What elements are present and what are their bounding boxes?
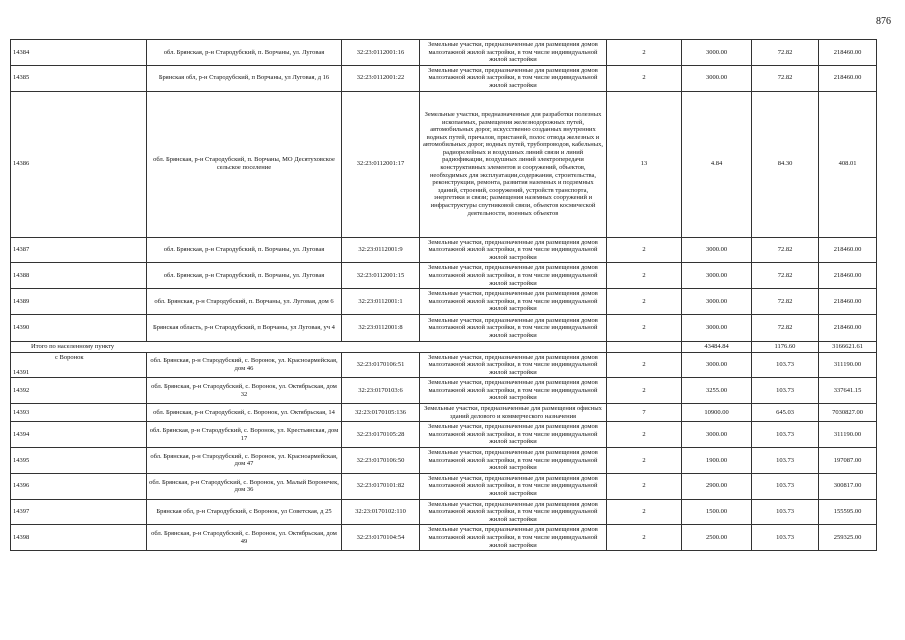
row-rate: 103.73 xyxy=(752,499,819,525)
row-address: обл. Брянская, р-н Стародубский, с. Воронок, ул. Красноармейская, дом 46 xyxy=(147,352,342,378)
table-row xyxy=(11,499,877,525)
row-value: 300817.00 xyxy=(819,473,877,499)
row-id: 14395 xyxy=(11,448,147,474)
row-group-number: 2 xyxy=(607,237,682,263)
row-area: 3255.00 xyxy=(682,378,752,404)
settlement-label: с Воронок xyxy=(55,353,84,361)
row-land-use: Земельные участки, предназначенные для размещения домов малоэтажной жилой застройки, в том числе индивидуальной жилой застройки xyxy=(420,352,607,378)
row-area: 3000.00 xyxy=(682,237,752,263)
row-land-use: Земельные участки, предназначенные для размещения домов малоэтажной жилой застройки, в том числе индивидуальной жилой застройки xyxy=(420,314,607,341)
row-id: 14387 xyxy=(11,237,147,263)
row-rate: 103.73 xyxy=(752,525,819,551)
row-id: 14394 xyxy=(11,422,147,448)
row-group-number: 2 xyxy=(607,422,682,448)
row-rate: 72.82 xyxy=(752,314,819,341)
row-group-number: 2 xyxy=(607,448,682,474)
row-area: 4.84 xyxy=(682,91,752,237)
row-id: 14388 xyxy=(11,263,147,289)
row-rate: 84.30 xyxy=(752,91,819,237)
row-area: 3000.00 xyxy=(682,422,752,448)
row-value: 408.01 xyxy=(819,91,877,237)
row-land-use: Земельные участки, предназначенные для разработки полезных ископаемых, размещения железнодорожных путей, автомобильных дорог, искусственно созданных внутренних водных путей, причалов, пристаней, полос отвода железных и автомобильных дорог, водных путей, трубопроводов, кабельных, радиорелейных и воздушных линий связи и линий радиофикации, воздушных линий электропередачи конструктивных элементов и сооружений, объектов, необходимых для эксплуатации,содержания, строительства, реконструкции, ремонта, развития наземных и подземных зданий, строений, сооружений, устройств транспорта, энергетики и связи; размещения наземных сооружений и инфраструктуры спутниковой связи, объектов космической деятельности, военных объектов xyxy=(420,91,607,237)
table-row xyxy=(11,314,877,341)
row-cadastral-number: 32:23:0112001:15 xyxy=(342,263,420,289)
row-group-number: 2 xyxy=(607,378,682,404)
row-cadastral-number: 32:23:0170105:28 xyxy=(342,422,420,448)
subtotal-rate: 1176.60 xyxy=(752,341,819,352)
row-cadastral-number: 32:23:0112001:8 xyxy=(342,314,420,341)
row-land-use: Земельные участки, предназначенные для размещения домов малоэтажной жилой застройки, в том числе индивидуальной жилой застройки xyxy=(420,422,607,448)
table-row xyxy=(11,473,877,499)
row-cadastral-number: 32:23:0170103:6 xyxy=(342,378,420,404)
row-id: 14396 xyxy=(11,473,147,499)
row-value: 311190.00 xyxy=(819,422,877,448)
row-cadastral-number: 32:23:0170105:136 xyxy=(342,404,420,422)
row-group-number: 2 xyxy=(607,473,682,499)
row-cadastral-number: 32:23:0112001:1 xyxy=(342,289,420,315)
table-row xyxy=(11,65,877,91)
row-cadastral-number: 32:23:0112001:22 xyxy=(342,65,420,91)
row-address: Брянская обл, р-н Стародубский, с Воронок, ул Советская, д 25 xyxy=(147,499,342,525)
row-address: Брянская область, р-н Стародубский, п Ворчаны, ул Луговая, уч 4 xyxy=(147,314,342,341)
row-group-number: 2 xyxy=(607,65,682,91)
row-land-use: Земельные участки, предназначенные для размещения домов малоэтажной жилой застройки, в том числе индивидуальной жилой застройки xyxy=(420,65,607,91)
row-area: 3000.00 xyxy=(682,352,752,378)
row-group-number: 2 xyxy=(607,352,682,378)
table-row xyxy=(11,404,877,422)
row-value: 218460.00 xyxy=(819,65,877,91)
row-address: обл. Брянская, р-н Стародубский, п. Ворчаны, ул. Луговая xyxy=(147,237,342,263)
row-land-use: Земельные участки, предназначенные для размещения домов малоэтажной жилой застройки, в том числе индивидуальной жилой застройки xyxy=(420,499,607,525)
row-id: 14393 xyxy=(11,404,147,422)
row-area: 3000.00 xyxy=(682,289,752,315)
row-rate: 72.82 xyxy=(752,263,819,289)
row-land-use: Земельные участки, предназначенные для размещения домов малоэтажной жилой застройки, в том числе индивидуальной жилой застройки xyxy=(420,448,607,474)
row-group-number: 2 xyxy=(607,40,682,66)
row-rate: 72.82 xyxy=(752,65,819,91)
row-cadastral-number: 32:23:0170106:50 xyxy=(342,448,420,474)
table-row xyxy=(11,448,877,474)
row-value: 259325.00 xyxy=(819,525,877,551)
row-id: 14397 xyxy=(11,499,147,525)
row-value: 218460.00 xyxy=(819,40,877,66)
row-value: 218460.00 xyxy=(819,289,877,315)
row-address: обл. Брянская, р-н Стародубский, с. Воронок, ул. Октябрьская, 14 xyxy=(147,404,342,422)
row-address: обл. Брянская, р-н Стародубский, с. Воронок, ул. Красноармейская, дом 47 xyxy=(147,448,342,474)
table-row xyxy=(11,289,877,315)
row-area: 3000.00 xyxy=(682,314,752,341)
land-registry-table xyxy=(10,39,877,551)
row-id: 14384 xyxy=(11,40,147,66)
row-rate: 103.73 xyxy=(752,422,819,448)
row-cadastral-number: 32:23:0170106:51 xyxy=(342,352,420,378)
subtotal-area: 43484.84 xyxy=(682,341,752,352)
row-address: обл. Брянская, р-н Стародубский, п. Ворчаны, ул. Луговая xyxy=(147,263,342,289)
row-cadastral-number: 32:23:0170101:82 xyxy=(342,473,420,499)
row-area: 1500.00 xyxy=(682,499,752,525)
row-area: 3000.00 xyxy=(682,65,752,91)
row-value: 218460.00 xyxy=(819,237,877,263)
row-group-number: 7 xyxy=(607,404,682,422)
row-address: обл. Брянская, р-н Стародубский, с. Воронок, ул. Октябрьская, дом 49 xyxy=(147,525,342,551)
row-address: обл. Брянская, р-н Стародубский, п. Ворчаны, ул. Луговая, дом 6 xyxy=(147,289,342,315)
row-land-use: Земельные участки, предназначенные для размещения домов малоэтажной жилой застройки, в том числе индивидуальной жилой застройки xyxy=(420,289,607,315)
row-land-use: Земельные участки, предназначенные для размещения офисных зданий делового и коммерческого назначения xyxy=(420,404,607,422)
subtotal-label: Итого по населенному пункту xyxy=(11,341,607,352)
row-id: 14390 xyxy=(11,314,147,341)
row-land-use: Земельные участки, предназначенные для размещения домов малоэтажной жилой застройки, в том числе индивидуальной жилой застройки xyxy=(420,237,607,263)
row-address: обл. Брянская, р-н Стародубский, п. Ворчаны, ул. Луговая xyxy=(147,40,342,66)
row-rate: 103.73 xyxy=(752,448,819,474)
subtotal-row xyxy=(11,341,877,352)
subtotal-value: 3166621.61 xyxy=(819,341,877,352)
row-rate: 103.73 xyxy=(752,473,819,499)
row-value: 218460.00 xyxy=(819,263,877,289)
table-row xyxy=(11,91,877,237)
row-cadastral-number: 32:23:0112001:9 xyxy=(342,237,420,263)
row-area: 3000.00 xyxy=(682,40,752,66)
row-value: 337641.15 xyxy=(819,378,877,404)
row-rate: 103.73 xyxy=(752,352,819,378)
row-cadastral-number: 32:23:0170104:54 xyxy=(342,525,420,551)
row-land-use: Земельные участки, предназначенные для размещения домов малоэтажной жилой застройки, в том числе индивидуальной жилой застройки xyxy=(420,263,607,289)
row-id-text: 14391 xyxy=(13,368,30,376)
row-group-number: 13 xyxy=(607,91,682,237)
table-row xyxy=(11,422,877,448)
table-row xyxy=(11,378,877,404)
row-address: обл. Брянская, р-н Стародубский, п. Ворчаны, МО Десятуховское сельское поселение xyxy=(147,91,342,237)
row-address: обл. Брянская, р-н Стародубский, с. Воронок, ул. Крестьянская, дом 17 xyxy=(147,422,342,448)
page-number: 876 xyxy=(876,16,891,27)
row-area: 2900.00 xyxy=(682,473,752,499)
row-group-number: 2 xyxy=(607,289,682,315)
row-group-number: 2 xyxy=(607,499,682,525)
row-rate: 72.82 xyxy=(752,237,819,263)
subtotal-empty xyxy=(607,341,682,352)
row-group-number: 2 xyxy=(607,263,682,289)
table-row xyxy=(11,525,877,551)
row-address: обл. Брянская, р-н Стародубский, с. Воронок, ул. Октябрьская, дом 32 xyxy=(147,378,342,404)
row-land-use: Земельные участки, предназначенные для размещения домов малоэтажной жилой застройки, в том числе индивидуальной жилой застройки xyxy=(420,473,607,499)
row-id: 14386 xyxy=(11,91,147,237)
row-cadastral-number: 32:23:0112001:16 xyxy=(342,40,420,66)
row-rate: 103.73 xyxy=(752,378,819,404)
table-row xyxy=(11,237,877,263)
row-area: 1900.00 xyxy=(682,448,752,474)
row-rate: 72.82 xyxy=(752,40,819,66)
row-id: 14398 xyxy=(11,525,147,551)
row-land-use: Земельные участки, предназначенные для размещения домов малоэтажной жилой застройки, в том числе индивидуальной жилой застройки xyxy=(420,525,607,551)
row-id: 14389 xyxy=(11,289,147,315)
row-value: 218460.00 xyxy=(819,314,877,341)
row-id xyxy=(11,352,147,378)
row-value: 155595.00 xyxy=(819,499,877,525)
row-group-number: 2 xyxy=(607,525,682,551)
row-address: обл. Брянская, р-н Стародубский, с. Воронок, ул. Малый Воронечек, дом 36 xyxy=(147,473,342,499)
row-address: Брянская обл, р-н Стародубский, п Ворчаны, ул Луговая, д 16 xyxy=(147,65,342,91)
row-cadastral-number: 32:23:0112001:17 xyxy=(342,91,420,237)
row-rate: 72.82 xyxy=(752,289,819,315)
row-area: 2500.00 xyxy=(682,525,752,551)
row-value: 197087.00 xyxy=(819,448,877,474)
row-area: 10900.00 xyxy=(682,404,752,422)
row-value: 311190.00 xyxy=(819,352,877,378)
row-area: 3000.00 xyxy=(682,263,752,289)
row-land-use: Земельные участки, предназначенные для размещения домов малоэтажной жилой застройки, в том числе индивидуальной жилой застройки xyxy=(420,40,607,66)
row-id: 14392 xyxy=(11,378,147,404)
table-row xyxy=(11,352,877,378)
row-value: 7030827.00 xyxy=(819,404,877,422)
row-rate: 645.03 xyxy=(752,404,819,422)
row-group-number: 2 xyxy=(607,314,682,341)
table-row xyxy=(11,40,877,66)
table-row xyxy=(11,263,877,289)
row-id: 14385 xyxy=(11,65,147,91)
row-cadastral-number: 32:23:0170102:110 xyxy=(342,499,420,525)
row-land-use: Земельные участки, предназначенные для размещения домов малоэтажной жилой застройки, в том числе индивидуальной жилой застройки xyxy=(420,378,607,404)
